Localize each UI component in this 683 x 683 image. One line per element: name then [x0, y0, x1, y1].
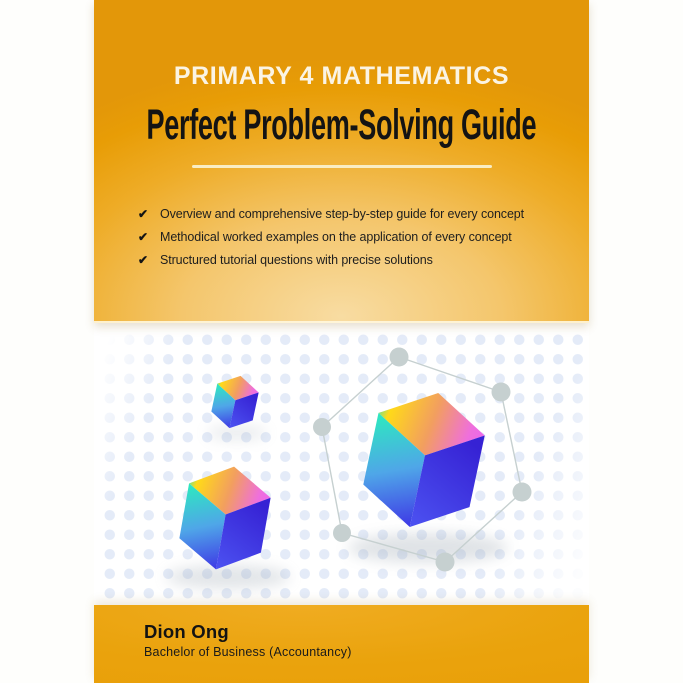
feature-text: Overview and comprehensive step-by-step guide for every concept: [160, 207, 525, 221]
author-credentials: Bachelor of Business (Accountancy): [144, 645, 352, 659]
feature-item: [138, 253, 524, 267]
feature-list: [138, 207, 524, 276]
main-title: [94, 102, 589, 148]
feature-item: [138, 230, 524, 244]
check-icon: ✔: [138, 207, 148, 221]
book-cover: [94, 0, 589, 683]
top-banner: [94, 0, 589, 323]
title-divider: [192, 165, 492, 168]
feature-item: [138, 207, 524, 221]
main-title-text: Perfect Problem-Solving Guide: [146, 100, 537, 149]
check-icon: ✔: [138, 230, 148, 244]
check-icon: ✔: [138, 253, 148, 267]
feature-text: Methodical worked examples on the application of every concept: [160, 230, 512, 244]
dots-pattern: [100, 330, 583, 602]
series-title: PRIMARY 4 MATHEMATICS: [173, 62, 510, 90]
feature-text: Structured tutorial questions with precise solutions: [160, 253, 433, 267]
bottom-banner: [94, 605, 589, 683]
author-name: Dion Ong: [144, 621, 229, 642]
